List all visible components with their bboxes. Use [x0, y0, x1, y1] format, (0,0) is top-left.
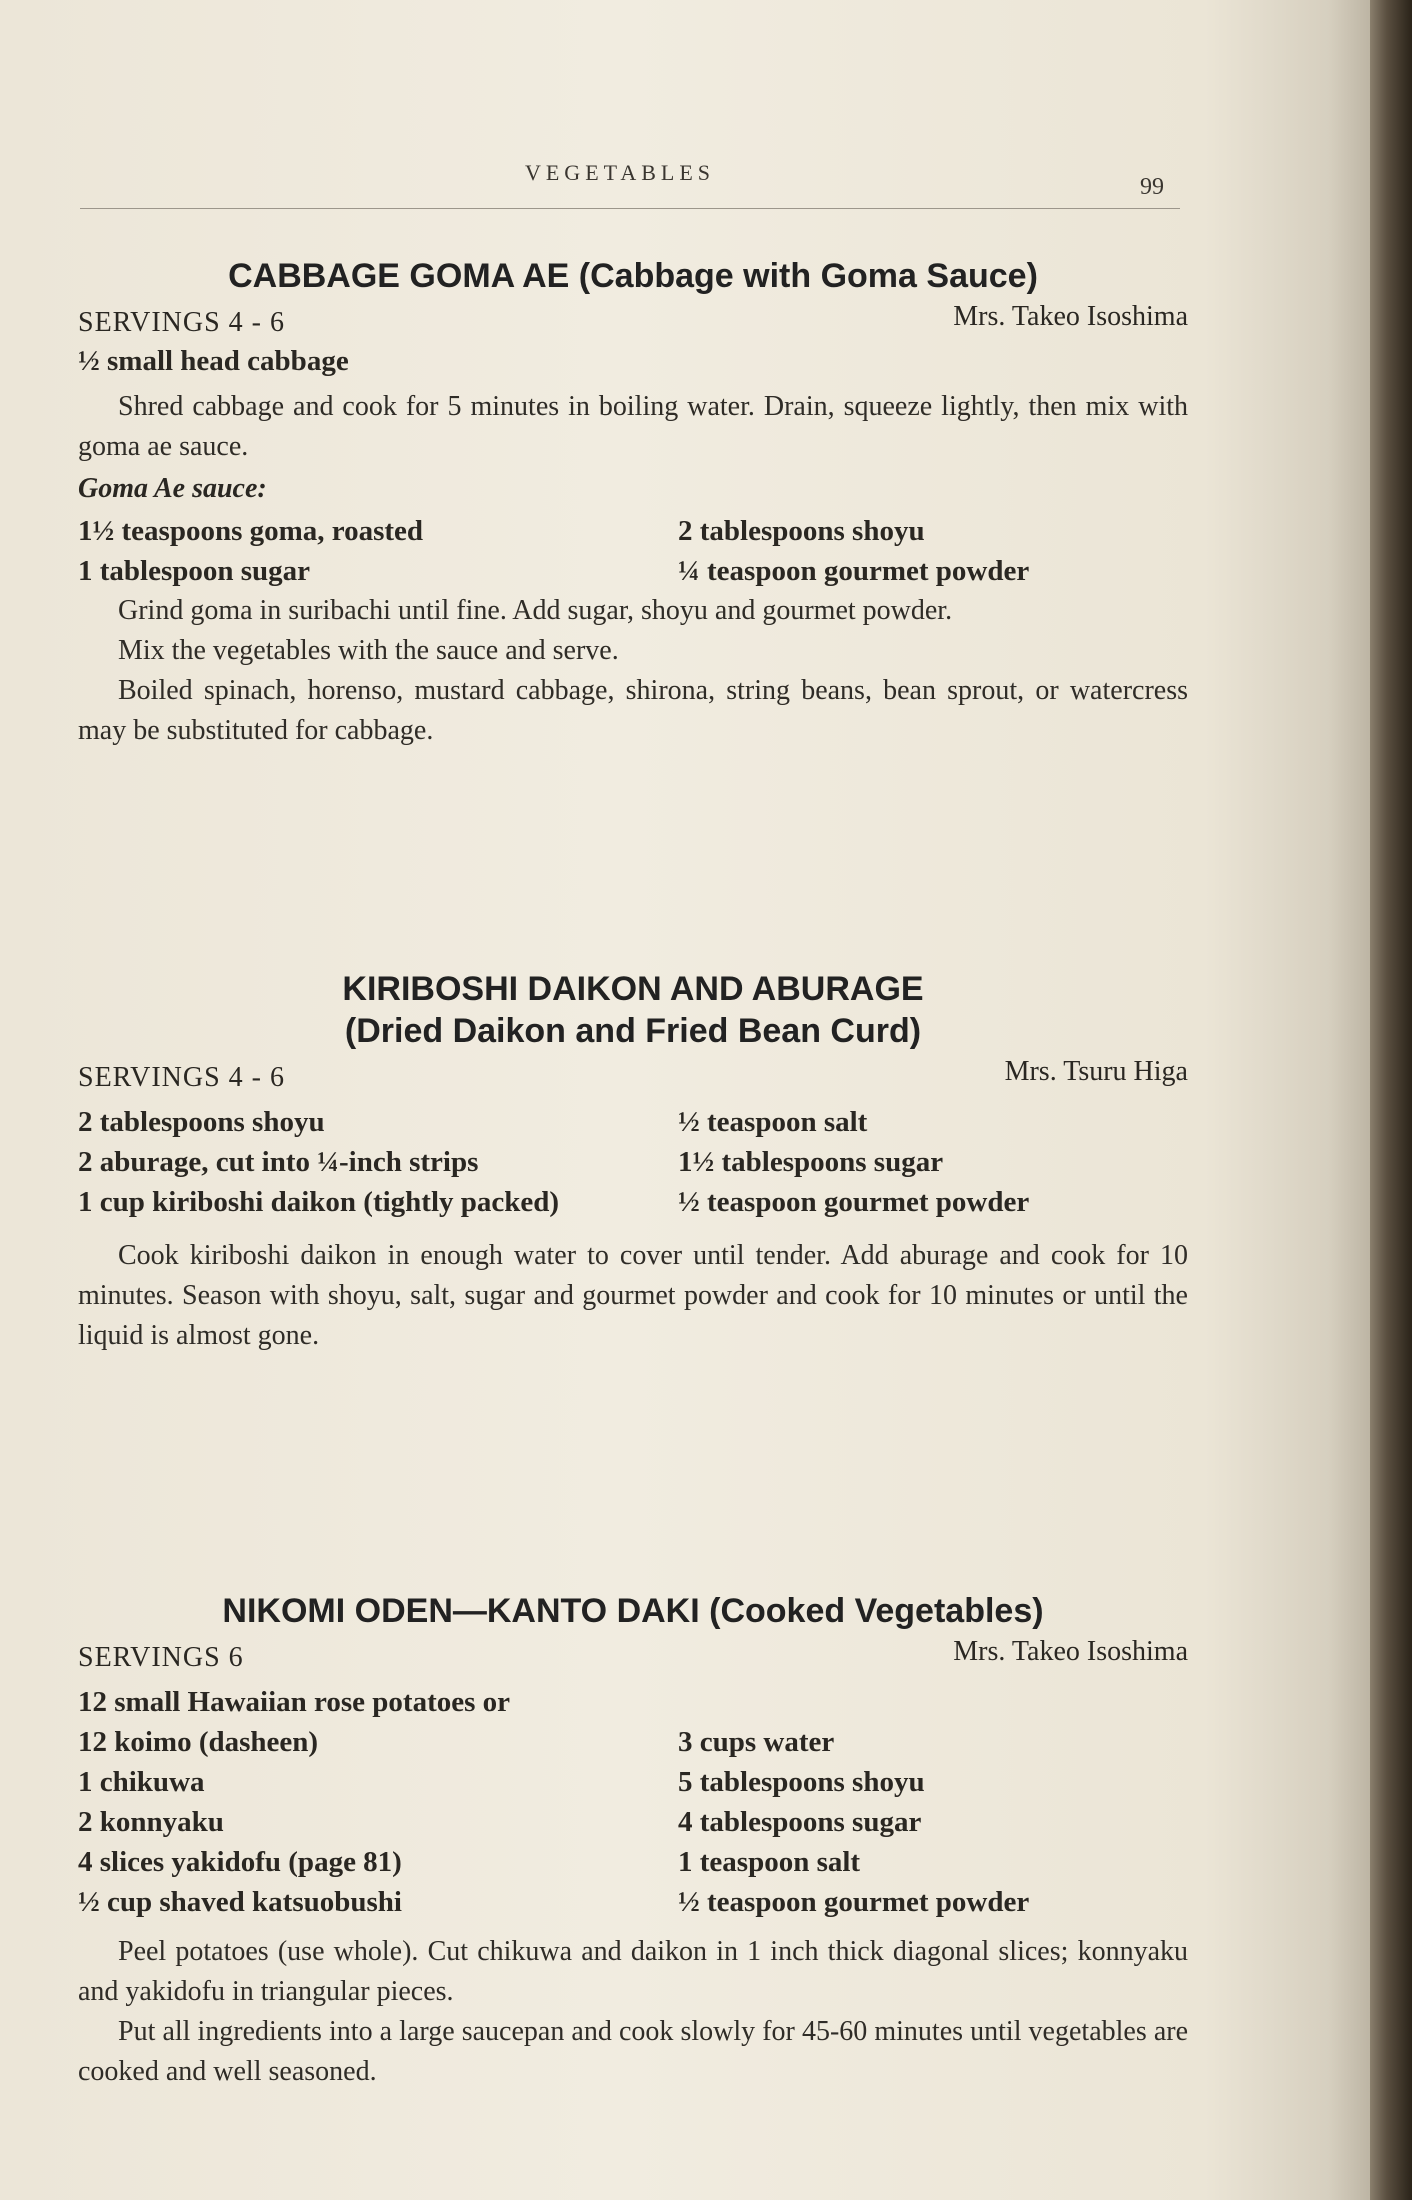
- recipe-subtitle: (Dried Daikon and Fried Bean Curd): [344, 1012, 922, 1050]
- ingredient-line: 1½ tablespoons sugar: [678, 1146, 944, 1178]
- header-rule: [80, 208, 1180, 209]
- ingredient-line: 1½ teaspoons goma, roasted: [78, 515, 424, 547]
- ingredients: [78, 1682, 1188, 1922]
- recipe-kiriboshi-daikon: [78, 968, 1188, 1356]
- ingredient-line: 2 tablespoons shoyu: [78, 1106, 325, 1138]
- ingredient-line: ¼ teaspoon gourmet powder: [678, 555, 1030, 587]
- page-header: [0, 160, 1370, 220]
- ingredient-column-right: [648, 1102, 1188, 1222]
- recipe-title: KIRIBOSHI DAIKON AND ABURAGE: [342, 970, 924, 1008]
- contributor: Mrs. Takeo Isoshima: [953, 1636, 1188, 1667]
- servings: SERVINGS 4 - 6: [78, 307, 285, 338]
- ingredient-line: 12 koimo (dasheen): [78, 1726, 319, 1758]
- sauce-column-right: [648, 511, 1188, 591]
- servings: SERVINGS 4 - 6: [78, 1062, 285, 1093]
- recipe-nikomi-oden: [78, 1590, 1188, 2092]
- ingredient-line: 1 chikuwa: [78, 1766, 205, 1798]
- instruction-step: Put all ingredients into a large saucepan and cook slowly for 45-60 minutes until vegetables are cooked and well seasoned.: [78, 2016, 1188, 2087]
- ingredient-column-right: [648, 1682, 1188, 1922]
- recipe-meta: [78, 301, 1188, 341]
- ingredient-column-left: [78, 1682, 648, 1922]
- ingredient-line: 2 aburage, cut into ¼-inch strips: [78, 1146, 479, 1178]
- ingredient-line: 3 cups water: [678, 1726, 835, 1758]
- contributor: Mrs. Tsuru Higa: [1004, 1056, 1188, 1087]
- running-head: VEGETABLES: [524, 160, 715, 185]
- sauce-ingredients: [78, 511, 1188, 591]
- ingredient-line: ½ cup shaved katsuobushi: [78, 1886, 402, 1918]
- ingredient-line: 5 tablespoons shoyu: [678, 1766, 925, 1798]
- ingredient-column-left: [78, 1102, 648, 1222]
- book-spine: [1370, 0, 1412, 2200]
- ingredient-line: ½ teaspoon gourmet powder: [678, 1886, 1030, 1918]
- recipe-meta: [78, 1636, 1188, 1676]
- ingredient-line: 1 tablespoon sugar: [78, 555, 311, 587]
- instruction-step: Mix the vegetables with the sauce and serve.: [118, 635, 619, 666]
- instruction-step: Shred cabbage and cook for 5 minutes in boiling water. Drain, squeeze lightly, then mix with goma ae sauce.: [78, 391, 1188, 462]
- ingredient-line: ½ teaspoon gourmet powder: [678, 1186, 1030, 1218]
- recipe-title: NIKOMI ODEN—KANTO DAKI (Cooked Vegetables): [222, 1592, 1044, 1630]
- ingredient-line: 2 konnyaku: [78, 1806, 224, 1838]
- instruction-step: Cook kiriboshi daikon in enough water to cover until tender. Add aburage and cook for 10 minutes. Season with shoyu, salt, sugar and gourmet powder and cook for 10 minutes or until the liquid is almost gone.: [78, 1240, 1188, 1351]
- instruction-step: Peel potatoes (use whole). Cut chikuwa and daikon in 1 inch thick diagonal slices; konnyaku and yakidofu in triangular pieces.: [78, 1936, 1188, 2007]
- recipe-meta: [78, 1056, 1188, 1096]
- substitution-note: Boiled spinach, horenso, mustard cabbage, shirona, string beans, bean sprout, or watercress may be substituted for cabbage.: [78, 675, 1188, 746]
- ingredient-line: 1 cup kiriboshi daikon (tightly packed): [78, 1186, 560, 1218]
- ingredient-line: 1 teaspoon salt: [678, 1846, 861, 1878]
- ingredient-line: 4 tablespoons sugar: [678, 1806, 922, 1838]
- recipe-title: CABBAGE GOMA AE (Cabbage with Goma Sauce): [228, 257, 1038, 295]
- instruction-step: Grind goma in suribachi until fine. Add sugar, shoyu and gourmet powder.: [118, 595, 953, 626]
- ingredient-line: 12 small Hawaiian rose potatoes or: [78, 1686, 511, 1718]
- sauce-label: Goma Ae sauce:: [78, 473, 267, 504]
- ingredients: [78, 1102, 1188, 1222]
- ingredient-line: ½ teaspoon salt: [678, 1106, 868, 1138]
- recipe-cabbage-goma-ae: [78, 255, 1188, 751]
- page-number: 99: [1140, 174, 1164, 200]
- ingredient-cabbage: ½ small head cabbage: [78, 345, 349, 377]
- sauce-column-left: [78, 511, 648, 591]
- ingredient-line: 2 tablespoons shoyu: [678, 515, 925, 547]
- servings: SERVINGS 6: [78, 1642, 244, 1673]
- contributor: Mrs. Takeo Isoshima: [953, 301, 1188, 332]
- ingredient-line: 4 slices yakidofu (page 81): [78, 1846, 402, 1878]
